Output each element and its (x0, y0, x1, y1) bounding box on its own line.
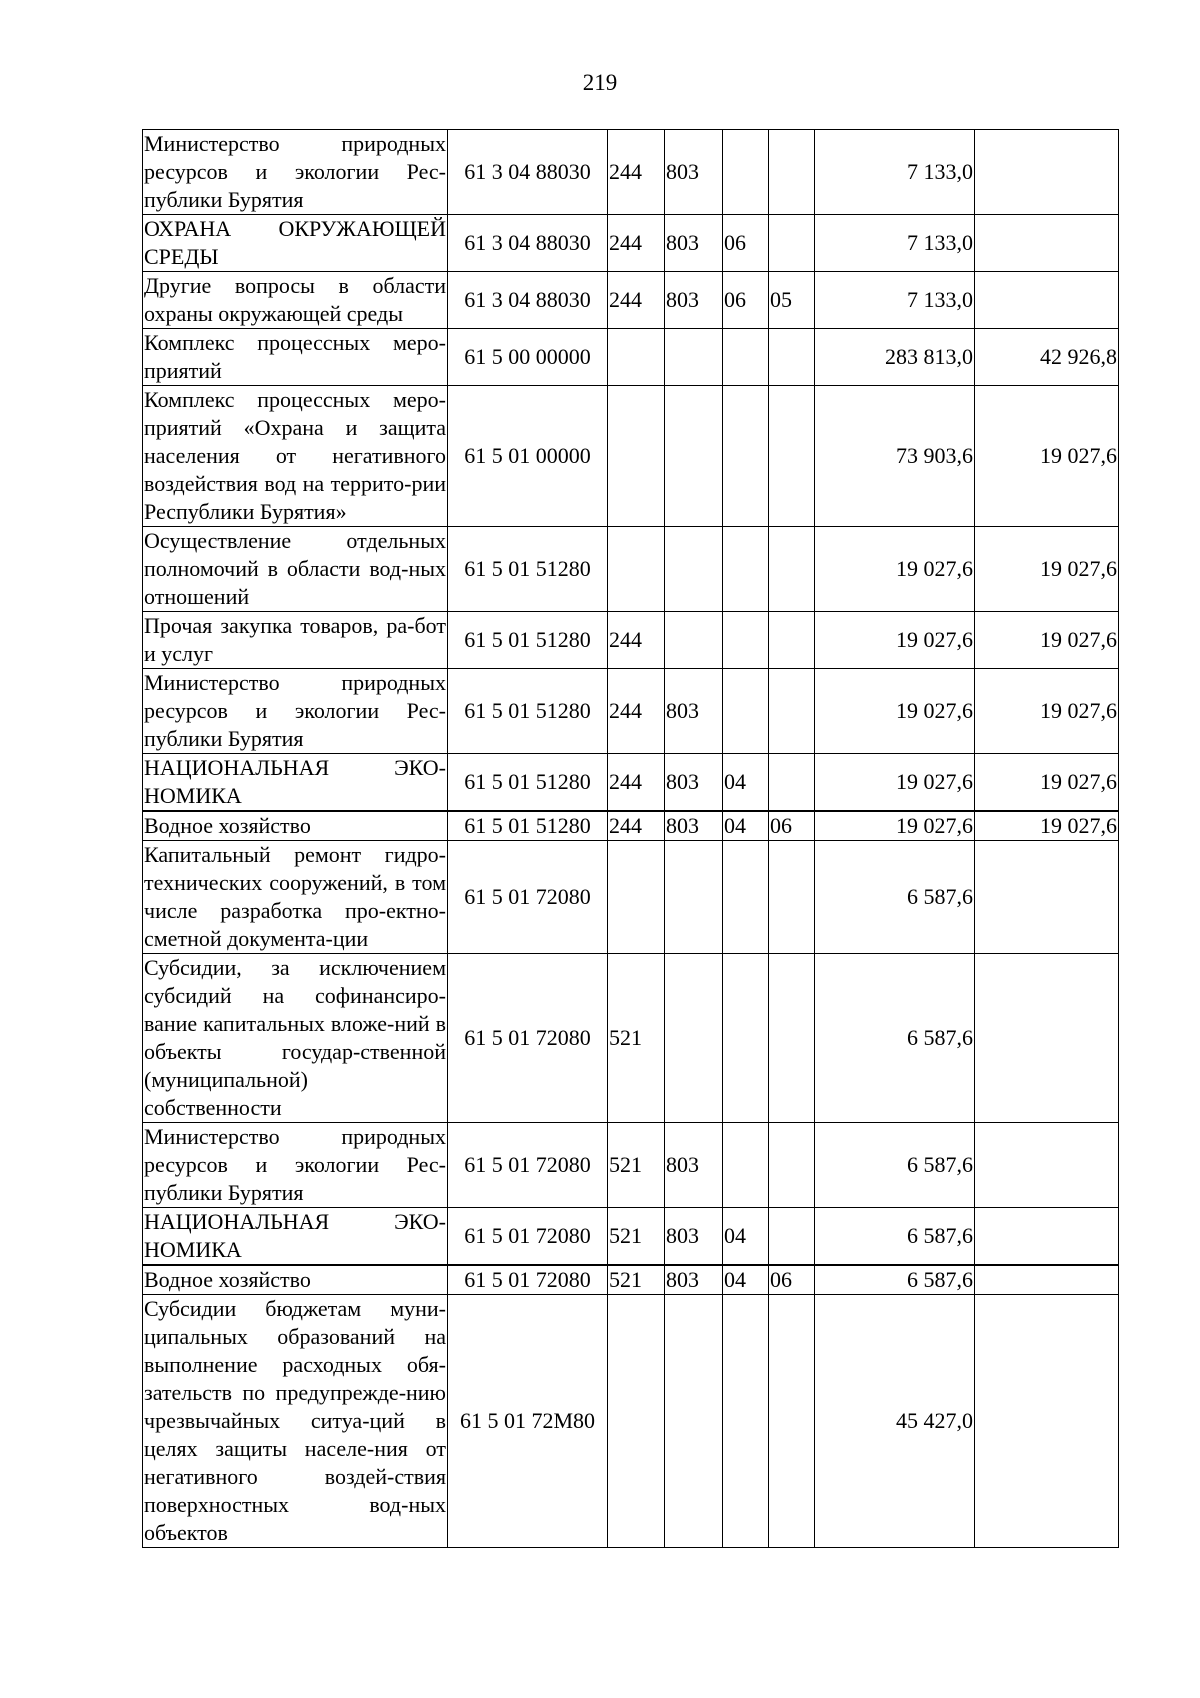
expense-type-cell (608, 329, 665, 386)
table-row (143, 1295, 1119, 1548)
ministry-code-cell: 803 (665, 669, 723, 754)
federal-amount-cell (975, 130, 1119, 215)
target-article-cell: 61 5 01 72080 (448, 1123, 608, 1208)
amount-cell: 73 903,6 (815, 386, 975, 527)
expense-type-cell: 244 (608, 811, 665, 841)
subsection-cell (769, 669, 815, 754)
federal-amount-cell (975, 1265, 1119, 1295)
budget-table-body (143, 130, 1119, 1548)
ministry-code-cell: 803 (665, 1265, 723, 1295)
subsection-cell (769, 1123, 815, 1208)
ministry-code-cell: 803 (665, 215, 723, 272)
federal-amount-cell (975, 1208, 1119, 1266)
section-cell (723, 669, 769, 754)
ministry-code-cell: 803 (665, 811, 723, 841)
table-row (143, 527, 1119, 612)
subsection-cell (769, 754, 815, 812)
subsection-cell (769, 1295, 815, 1548)
target-article-cell: 61 3 04 88030 (448, 130, 608, 215)
section-cell: 04 (723, 811, 769, 841)
budget-table (142, 129, 1119, 1548)
subsection-cell (769, 386, 815, 527)
section-cell (723, 329, 769, 386)
federal-amount-cell: 19 027,6 (975, 612, 1119, 669)
amount-cell: 6 587,6 (815, 1265, 975, 1295)
ministry-code-cell (665, 329, 723, 386)
expense-type-cell: 521 (608, 1265, 665, 1295)
target-article-cell: 61 5 01 72080 (448, 1265, 608, 1295)
expense-name-cell: Министерство природных ресурсов и экологии Рес-публики Бурятия (143, 669, 448, 754)
amount-cell: 7 133,0 (815, 272, 975, 329)
subsection-cell (769, 215, 815, 272)
ministry-code-cell: 803 (665, 1208, 723, 1266)
target-article-cell: 61 5 01 72080 (448, 841, 608, 954)
table-row (143, 215, 1119, 272)
federal-amount-cell: 19 027,6 (975, 811, 1119, 841)
amount-cell: 19 027,6 (815, 527, 975, 612)
target-article-cell: 61 3 04 88030 (448, 215, 608, 272)
federal-amount-cell (975, 841, 1119, 954)
section-cell (723, 954, 769, 1123)
ministry-code-cell: 803 (665, 272, 723, 329)
target-article-cell: 61 5 01 72080 (448, 954, 608, 1123)
federal-amount-cell (975, 1295, 1119, 1548)
table-row (143, 1123, 1119, 1208)
expense-type-cell: 244 (608, 612, 665, 669)
target-article-cell: 61 5 01 51280 (448, 811, 608, 841)
target-article-cell: 61 5 01 51280 (448, 754, 608, 812)
section-cell (723, 130, 769, 215)
expense-type-cell (608, 1295, 665, 1548)
federal-amount-cell: 42 926,8 (975, 329, 1119, 386)
federal-amount-cell: 19 027,6 (975, 386, 1119, 527)
expense-name-cell: НАЦИОНАЛЬНАЯ ЭКО-НОМИКА (143, 754, 448, 812)
expense-name-cell: Прочая закупка товаров, ра-бот и услуг (143, 612, 448, 669)
subsection-cell (769, 612, 815, 669)
expense-name-cell: Осуществление отдельных полномочий в области вод-ных отношений (143, 527, 448, 612)
amount-cell: 6 587,6 (815, 1123, 975, 1208)
section-cell (723, 1295, 769, 1548)
table-row (143, 329, 1119, 386)
ministry-code-cell (665, 1295, 723, 1548)
section-cell: 04 (723, 754, 769, 812)
federal-amount-cell (975, 272, 1119, 329)
expense-name-cell: Министерство природных ресурсов и экологии Рес-публики Бурятия (143, 130, 448, 215)
subsection-cell: 06 (769, 1265, 815, 1295)
ministry-code-cell (665, 841, 723, 954)
subsection-cell (769, 527, 815, 612)
expense-type-cell: 521 (608, 1123, 665, 1208)
table-row (143, 669, 1119, 754)
section-cell (723, 527, 769, 612)
table-row (143, 811, 1119, 841)
target-article-cell: 61 5 01 51280 (448, 527, 608, 612)
expense-name-cell: Водное хозяйство (143, 811, 448, 841)
section-cell: 04 (723, 1208, 769, 1266)
expense-name-cell: Министерство природных ресурсов и экологии Рес-публики Бурятия (143, 1123, 448, 1208)
amount-cell: 19 027,6 (815, 754, 975, 812)
expense-type-cell: 244 (608, 215, 665, 272)
section-cell: 06 (723, 272, 769, 329)
federal-amount-cell (975, 954, 1119, 1123)
federal-amount-cell (975, 1123, 1119, 1208)
target-article-cell: 61 5 01 72М80 (448, 1295, 608, 1548)
subsection-cell: 06 (769, 811, 815, 841)
expense-name-cell: Водное хозяйство (143, 1265, 448, 1295)
amount-cell: 6 587,6 (815, 1208, 975, 1266)
table-row (143, 272, 1119, 329)
section-cell (723, 386, 769, 527)
section-cell (723, 841, 769, 954)
expense-name-cell: Комплекс процессных меро-приятий «Охрана и защита населения от негативного воздействия вод на террито-рии Республики Бурятия» (143, 386, 448, 527)
expense-type-cell (608, 841, 665, 954)
ministry-code-cell: 803 (665, 1123, 723, 1208)
expense-type-cell: 521 (608, 1208, 665, 1266)
amount-cell: 19 027,6 (815, 669, 975, 754)
page-number: 219 (582, 70, 618, 95)
subsection-cell (769, 329, 815, 386)
federal-amount-cell (975, 215, 1119, 272)
target-article-cell: 61 5 01 72080 (448, 1208, 608, 1266)
amount-cell: 6 587,6 (815, 841, 975, 954)
target-article-cell: 61 5 01 51280 (448, 612, 608, 669)
ministry-code-cell: 803 (665, 754, 723, 812)
expense-type-cell: 244 (608, 754, 665, 812)
amount-cell: 19 027,6 (815, 612, 975, 669)
expense-name-cell: Капитальный ремонт гидро-технических сооружений, в том числе разработка про-ектно-сметной документа-ции (143, 841, 448, 954)
ministry-code-cell (665, 527, 723, 612)
table-row (143, 386, 1119, 527)
table-row (143, 1208, 1119, 1266)
target-article-cell: 61 5 00 00000 (448, 329, 608, 386)
target-article-cell: 61 5 01 51280 (448, 669, 608, 754)
expense-name-cell: Субсидии бюджетам муни-ципальных образований на выполнение расходных обя-зательств по предупрежде-нию чрезвычайных ситуа-ций в целях защиты населе-ния от негативного воздей-ствия поверхностных вод-ных объектов (143, 1295, 448, 1548)
subsection-cell (769, 954, 815, 1123)
amount-cell: 6 587,6 (815, 954, 975, 1123)
expense-name-cell: ОХРАНА ОКРУЖАЮЩЕЙ СРЕДЫ (143, 215, 448, 272)
target-article-cell: 61 5 01 00000 (448, 386, 608, 527)
table-row (143, 1265, 1119, 1295)
section-cell (723, 612, 769, 669)
table-row (143, 754, 1119, 812)
expense-name-cell: Другие вопросы в области охраны окружающей среды (143, 272, 448, 329)
subsection-cell (769, 1208, 815, 1266)
amount-cell: 45 427,0 (815, 1295, 975, 1548)
ministry-code-cell: 803 (665, 130, 723, 215)
ministry-code-cell (665, 612, 723, 669)
expense-type-cell: 244 (608, 669, 665, 754)
expense-type-cell: 521 (608, 954, 665, 1123)
amount-cell: 283 813,0 (815, 329, 975, 386)
subsection-cell (769, 841, 815, 954)
section-cell: 06 (723, 215, 769, 272)
subsection-cell: 05 (769, 272, 815, 329)
expense-name-cell: НАЦИОНАЛЬНАЯ ЭКО-НОМИКА (143, 1208, 448, 1266)
amount-cell: 7 133,0 (815, 215, 975, 272)
table-row (143, 954, 1119, 1123)
table-row (143, 612, 1119, 669)
target-article-cell: 61 3 04 88030 (448, 272, 608, 329)
ministry-code-cell (665, 386, 723, 527)
section-cell: 04 (723, 1265, 769, 1295)
expense-type-cell (608, 527, 665, 612)
table-row (143, 130, 1119, 215)
section-cell (723, 1123, 769, 1208)
federal-amount-cell: 19 027,6 (975, 669, 1119, 754)
expense-name-cell: Комплекс процессных меро-приятий (143, 329, 448, 386)
federal-amount-cell: 19 027,6 (975, 754, 1119, 812)
expense-type-cell (608, 386, 665, 527)
federal-amount-cell: 19 027,6 (975, 527, 1119, 612)
expense-name-cell: Субсидии, за исключением субсидий на софинансиро-вание капитальных вложе-ний в объекты государ-ственной (муниципальной) собственности (143, 954, 448, 1123)
ministry-code-cell (665, 954, 723, 1123)
subsection-cell (769, 130, 815, 215)
expense-type-cell: 244 (608, 272, 665, 329)
expense-type-cell: 244 (608, 130, 665, 215)
amount-cell: 7 133,0 (815, 130, 975, 215)
amount-cell: 19 027,6 (815, 811, 975, 841)
table-row (143, 841, 1119, 954)
